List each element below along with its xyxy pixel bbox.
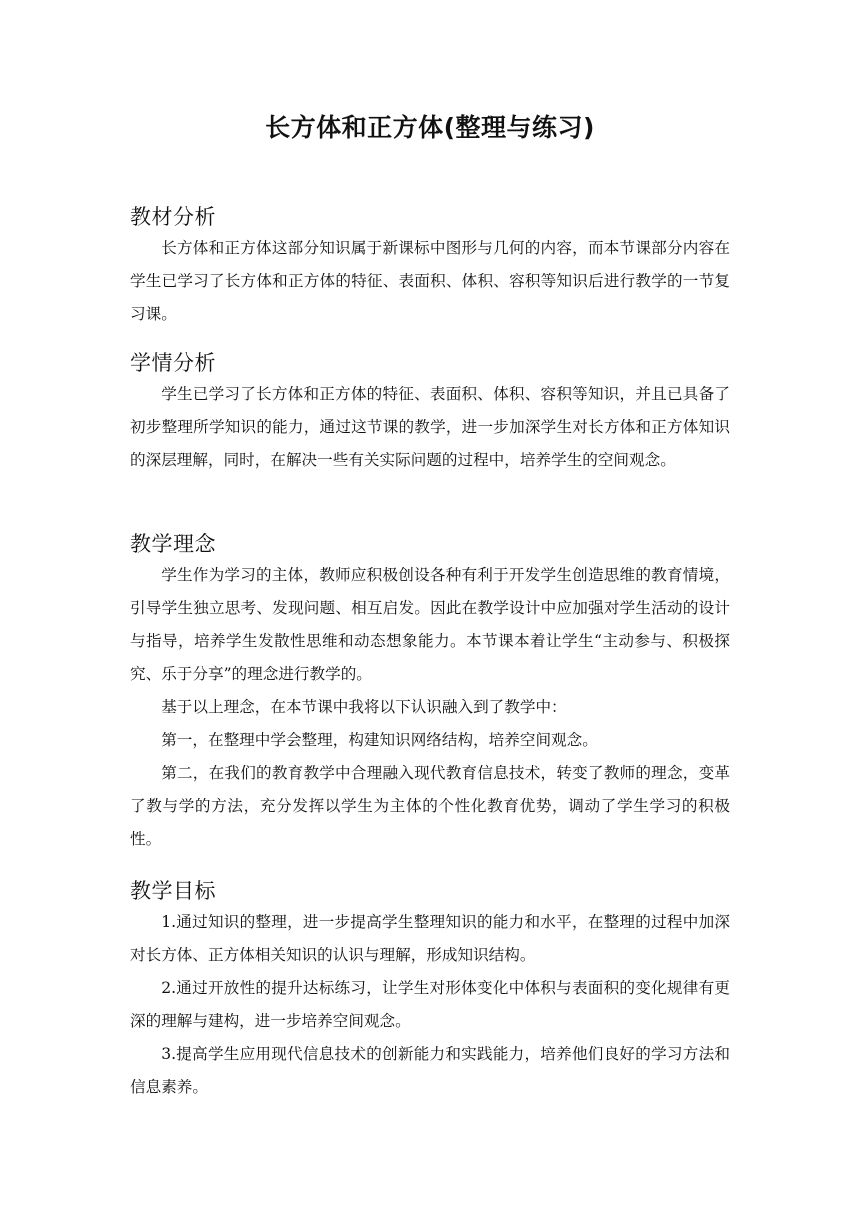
section-student-analysis	[130, 348, 730, 477]
paragraph: 2.通过开放性的提升达标练习，让学生对形体变化中体积与表面积的变化规律有更深的理解与建构，进一步培养空间观念。	[130, 979, 730, 1030]
section-heading: 学情分析	[130, 351, 216, 375]
paragraph: 长方体和正方体这部分知识属于新课标中图形与几何的内容，而本节课部分内容在学生已学习了长方体和正方体的特征、表面积、体积、容积等知识后进行教学的一节复习课。	[130, 239, 730, 323]
paragraph: 学生已学习了长方体和正方体的特征、表面积、体积、容积等知识，并且已具备了初步整理所学知识的能力，通过这节课的教学，进一步加深学生对长方体和正方体知识的深层理解，同时，在解决一些有关实际问题的过程中，培养学生的空间观念。	[130, 385, 730, 469]
section-textbook-analysis	[130, 202, 730, 331]
paragraph: 基于以上理念，在本节课中我将以下认识融入到了教学中：	[161, 698, 567, 716]
paragraph: 第一，在整理中学会整理，构建知识网络结构，培养空间观念。	[161, 731, 598, 749]
paragraph: 学生作为学习的主体，教师应积极创设各种有利于开发学生创造思维的教育情境，引导学生独立思考、发现问题、相互启发。因此在教学设计中应加强对学生活动的设计与指导，培养学生发散性思维和动态想象能力。本节课本着让学生“主动参与、积极探究、乐于分享”的理念进行教学的。	[130, 566, 730, 683]
paragraph: 1.通过知识的整理，进一步提高学生整理知识的能力和水平，在整理的过程中加深对长方体、正方体相关知识的认识与理解，形成知识结构。	[130, 913, 730, 964]
document-title: 长方体和正方体(整理与练习)	[265, 113, 595, 142]
section-heading: 教学理念	[130, 532, 216, 556]
paragraph: 第二，在我们的教育教学中合理融入现代教育信息技术，转变了教师的理念，变革了教与学的方法，充分发挥以学生为主体的个性化教育优势，调动了学生学习的积极性。	[130, 764, 730, 848]
paragraph: 3.提高学生应用现代信息技术的创新能力和实践能力，培养他们良好的学习方法和信息素养。	[130, 1045, 730, 1096]
section-teaching-philosophy	[130, 529, 730, 856]
section-teaching-objectives	[130, 876, 730, 1104]
section-heading: 教学目标	[130, 879, 216, 903]
section-heading: 教材分析	[130, 205, 216, 229]
